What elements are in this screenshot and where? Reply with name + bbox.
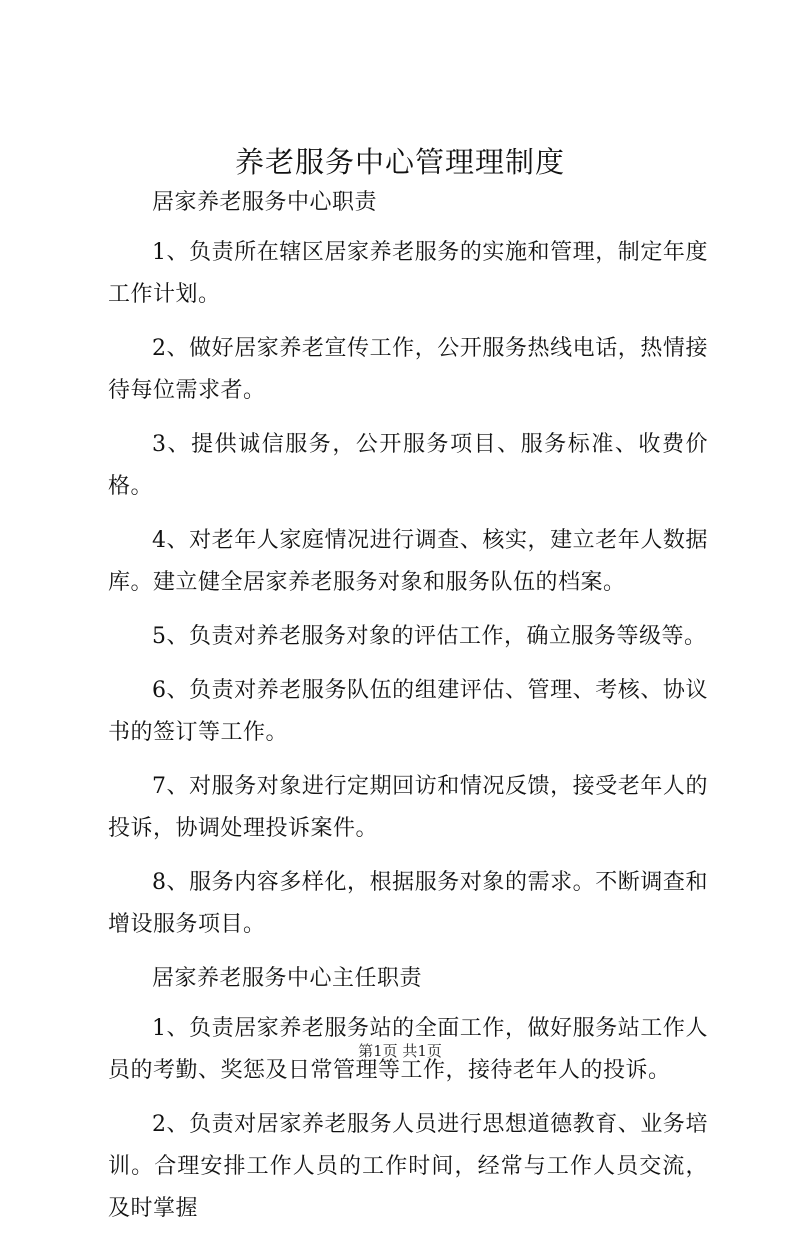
director-duty-item-1: 1、负责居家养老服务站的全面工作，做好服务站工作人员的考勤、奖惩及日常管理等工作，接待老年人的投诉。 xyxy=(108,1016,708,1083)
director-duty-item-2: 2、负责对居家养老服务人员进行思想道德教育、业务培训。合理安排工作人员的工作时间，经常与工作人员交流，及时掌握 xyxy=(108,1112,708,1221)
duty-item-3: 3、提供诚信服务，公开服务项目、服务标准、收费价格。 xyxy=(108,432,708,499)
duty-item-6: 6、负责对养老服务队伍的组建评估、管理、考核、协议书的签订等工作。 xyxy=(108,678,708,745)
document-body xyxy=(108,182,708,1242)
section-heading-center-duties: 居家养老服务中心职责 xyxy=(152,190,378,215)
duty-item-2: 2、做好居家养老宣传工作，公开服务热线电话，热情接待每位需求者。 xyxy=(108,336,708,403)
document-title: 养老服务中心管理理制度 xyxy=(234,145,565,179)
duty-item-7: 7、对服务对象进行定期回访和情况反馈，接受老年人的投诉，协调处理投诉案件。 xyxy=(108,774,708,841)
duty-item-5: 5、负责对养老服务对象的评估工作，确立服务等级等。 xyxy=(152,624,707,649)
page-footer: 第1页 共1页 xyxy=(358,1042,442,1060)
duty-item-4: 4、对老年人家庭情况进行调查、核实，建立老年人数据库。建立健全居家养老服务对象和服务队伍的档案。 xyxy=(108,528,708,595)
duty-item-8: 8、服务内容多样化，根据服务对象的需求。不断调查和增设服务项目。 xyxy=(108,870,708,937)
section-heading-director-duties: 居家养老服务中心主任职责 xyxy=(152,966,423,991)
duty-item-1: 1、负责所在辖区居家养老服务的实施和管理，制定年度工作计划。 xyxy=(108,240,708,307)
